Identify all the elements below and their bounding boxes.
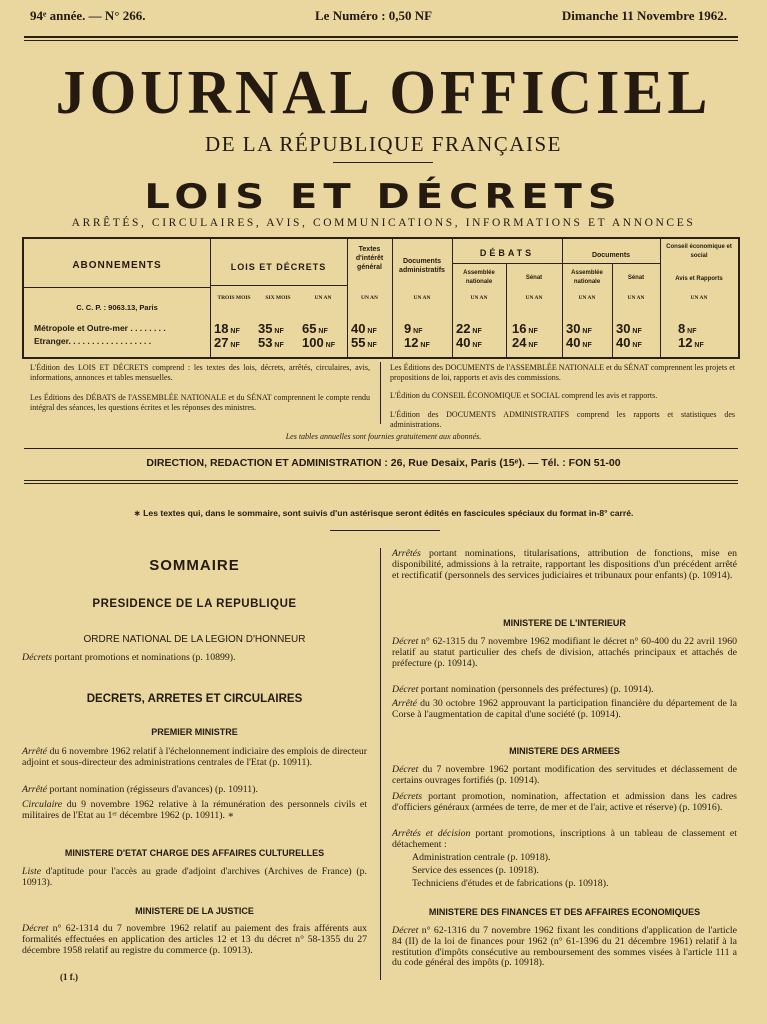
entry-culture-1: Liste d'aptitude pour l'accès au grade d'adjoint d'archives (Archives de France) (p. 10913). xyxy=(22,866,367,888)
senat-label: Sénat xyxy=(525,275,543,281)
entry-justice-1: Décret n° 62-1314 du 7 novembre 1962 relatif au paiement des frais afférents aux formalités effectuées en application des articles 12 et 13 du décret n° 58-1355 du 27 décembre 1958 relatif au registre du commerce (p. 10913). xyxy=(22,923,367,956)
divider xyxy=(333,162,433,163)
price-value: 55 NF xyxy=(351,335,377,350)
row-etranger: Etranger. . . . . . . . . . . . . . . . . . xyxy=(34,336,152,346)
un-an-label: UN AN xyxy=(470,295,488,301)
divider xyxy=(24,480,738,481)
price-value: 12 NF xyxy=(404,335,430,350)
un-an-label: UN AN xyxy=(578,295,596,301)
un-an-label: UN AN xyxy=(413,295,431,301)
asterisk-note: ∗ Les textes qui, dans le sommaire, sont suivis d'un astérisque seront édités en fascicules spéciaux du format in-8° carré. xyxy=(133,508,634,518)
list-item: Administration centrale (p. 10918). xyxy=(412,852,551,863)
divider xyxy=(24,483,738,484)
un-an-label: UN AN xyxy=(627,295,645,301)
entry-interieur-3: Arrêté du 30 octobre 1962 approuvant la participation financière du département de la Corse à l'augmentation de capital d'une société (p. 10914). xyxy=(392,698,737,720)
edition-conseil-note: L'Édition du CONSEIL ÉCONOMIQUE et SOCIAL comprend les avis et rapports. xyxy=(390,391,658,400)
sommaire-title: SOMMAIRE xyxy=(149,557,240,574)
justice-heading: MINISTERE DE LA JUSTICE xyxy=(135,906,254,916)
issue-number: 94ᵉ année. — N° 266. xyxy=(30,8,146,23)
edition-admin-note: L'Édition des DOCUMENTS ADMINISTRATIFS comprend les rapports et statistiques des administrations. xyxy=(390,410,735,429)
column-divider xyxy=(380,548,381,980)
issue-header xyxy=(30,8,727,30)
six-mois-label: SIX MOIS xyxy=(265,295,291,301)
edition-debats-note: Les Éditions des DÉBATS de l'ASSEMBLÉE NATIONALE et du SÉNAT comprennent le compte rendu intégral des séances, les questions écrites et les réponses des ministres. xyxy=(30,393,370,412)
interieur-heading: MINISTERE DE L'INTERIEUR xyxy=(503,618,626,628)
entry-pm-3: Circulaire du 9 novembre 1962 relative à la rémunération des personnels civils et militaires de l'Etat au 1ᵉʳ décembre 1962 (p. 10911). ∗ xyxy=(22,799,367,821)
price-value: 24 NF xyxy=(512,335,538,350)
list-item: Service des essences (p. 10918). xyxy=(412,865,539,876)
debats-heading: DÉBATS xyxy=(479,248,535,258)
price-value: 40 NF xyxy=(566,335,592,350)
price-value: 65 NF xyxy=(302,321,328,336)
divider xyxy=(24,36,738,38)
documents-admin-heading: Documents administratifs xyxy=(399,258,445,274)
un-an-label: UN AN xyxy=(525,295,543,301)
price-value: 40 NF xyxy=(351,321,377,336)
price-value: 35 NF xyxy=(258,321,284,336)
edition-subtitle: ARRÊTÉS, CIRCULAIRES, AVIS, COMMUNICATIONS, INFORMATIONS ET ANNONCES xyxy=(71,217,696,229)
folio-note: (1 f.) xyxy=(60,972,78,982)
price-value: 22 NF xyxy=(456,321,482,336)
ccp-number: C. C. P. : 9063.13, Paris xyxy=(76,303,158,312)
journal-title: JOURNAL OFFICIEL xyxy=(55,57,712,127)
divider xyxy=(330,530,440,531)
armees-heading: MINISTERE DES ARMEES xyxy=(509,746,620,756)
subscriptions-table xyxy=(22,237,740,359)
price-value: 12 NF xyxy=(678,335,704,350)
divider xyxy=(380,362,381,424)
row-metropole: Métropole et Outre-mer . . . . . . . . xyxy=(34,323,166,333)
ordre-heading: ORDRE NATIONAL DE LA LEGION D'HONNEUR xyxy=(83,634,306,645)
divider xyxy=(24,448,738,449)
senat-label: Sénat xyxy=(627,275,645,281)
price-value: 100 NF xyxy=(302,335,335,350)
list-item: Techniciens d'études et de fabrications (p. 10918). xyxy=(412,878,609,889)
price-value: 16 NF xyxy=(512,321,538,336)
entry-finances-1: Décret n° 62-1316 du 7 novembre 1962 fixant les conditions d'application de l'article 84 (II) de la loi de finances pour 1962 (n° 61-1396 du 21 décembre 1961) relatif à la restitution d'impôts consécutive au remboursement des sommes visées à l'article 111 a du code général des impôts (p. 10918). xyxy=(392,925,737,969)
edition-title: LOIS ET DÉCRETS xyxy=(144,177,623,217)
price-value: 9 NF xyxy=(404,321,423,336)
entry-interieur-1: Décret n° 62-1315 du 7 novembre 1962 modifiant le décret n° 60-400 du 22 avril 1960 relatif au statut particulier des chefs de division, attachés principaux et attachés de préfecture (p. 10914). xyxy=(392,636,737,669)
culture-heading: MINISTERE D'ETAT CHARGE DES AFFAIRES CULTURELLES xyxy=(64,848,325,858)
price-value: 30 NF xyxy=(616,321,642,336)
price-value: 27 NF xyxy=(214,335,240,350)
price-value: 18 NF xyxy=(214,321,240,336)
divider xyxy=(24,40,738,41)
entry-pm-2: Arrêté portant nomination (régisseurs d'avances) (p. 10911). xyxy=(22,784,258,795)
trois-mois-label: TROIS MOIS xyxy=(217,295,251,301)
un-an-label: UN AN xyxy=(314,295,332,301)
price-value: 53 NF xyxy=(258,335,284,350)
decrets-heading: DECRETS, ARRETES ET CIRCULAIRES xyxy=(86,693,303,705)
assemblee-label: Assemblée nationale xyxy=(463,270,495,285)
edition-documents-note: Les Éditions des DOCUMENTS de l'ASSEMBLÉE NATIONALE et du SÉNAT comprennent les projets et propositions de loi, rapports et avis des commissions. xyxy=(390,363,735,382)
entry-armees-1: Décret du 7 novembre 1962 portant modification des servitudes et déclassement de certains ouvrages fortifiés (p. 10914). xyxy=(392,764,737,786)
documents-heading: Documents xyxy=(591,252,631,259)
entry-interieur-2: Décret portant nomination (personnels des préfectures) (p. 10914). xyxy=(392,684,654,695)
price-value: 8 NF xyxy=(678,321,697,336)
assemblee-label: Assemblée nationale xyxy=(571,270,603,285)
entry-pm-1: Arrêté du 6 novembre 1962 relatif à l'échelonnement indiciaire des emplois de directeur adjoint et sous-directeur des administrations centrales de l'Etat (p. 10911). xyxy=(22,746,367,768)
subscriptions-heading: ABONNEMENTS xyxy=(72,260,162,271)
entry-armees-3: Arrêtés et décision portant promotions, inscriptions à un tableau de classement et détachement : xyxy=(392,828,737,850)
entry-armees-2: Décrets portant promotion, nomination, affectation et admission dans les cadres d'officiers généraux (armées de terre, de mer et de l'air, active et réserve) (p. 10916). xyxy=(392,791,737,813)
entry-justice-2: Arrêtés portant nominations, titularisations, attribution de fonctions, mise en disponibilité, admissions à la retraite, rapportant les dispositions d'un précédent arrêté et rectificatif (personnels des services judiciaires et tribunaux pour enfants) (p. 10914). xyxy=(392,548,737,581)
un-an-label: UN AN xyxy=(690,295,708,301)
edition-lois-note: L'Édition des LOIS ET DÉCRETS comprend : les textes des lois, décrets, arrêtés, circulaires, avis, informations, annonces et tables mensuelles. xyxy=(30,363,370,382)
lois-heading: LOIS ET DÉCRETS xyxy=(230,262,327,272)
price-value: 30 NF xyxy=(566,321,592,336)
direction-address: DIRECTION, REDACTION ET ADMINISTRATION : 26, Rue Desaix, Paris (15ᵉ). — Tél. : FON 51-00 xyxy=(146,457,621,469)
presidence-heading: PRESIDENCE DE LA REPUBLIQUE xyxy=(92,598,297,610)
issue-date: Dimanche 11 Novembre 1962. xyxy=(561,8,727,23)
premier-ministre-heading: PREMIER MINISTRE xyxy=(151,727,238,737)
entry-ordre: Décrets portant promotions et nominations (p. 10899). xyxy=(22,652,236,663)
avis-label: Avis et Rapports xyxy=(675,276,723,282)
un-an-label: UN AN xyxy=(361,295,378,301)
textes-heading: Textes d'intérêt général xyxy=(355,246,384,271)
journal-subtitle: DE LA RÉPUBLIQUE FRANÇAISE xyxy=(205,132,562,156)
conseil-heading: Conseil économique et social xyxy=(666,244,732,259)
finances-heading: MINISTERE DES FINANCES ET DES AFFAIRES ECONOMIQUES xyxy=(428,907,701,917)
price-value: 40 NF xyxy=(616,335,642,350)
issue-price: Le Numéro : 0,50 NF xyxy=(315,8,433,23)
tables-note: Les tables annuelles sont fournies gratuitement aux abonnés. xyxy=(285,432,482,441)
price-value: 40 NF xyxy=(456,335,482,350)
